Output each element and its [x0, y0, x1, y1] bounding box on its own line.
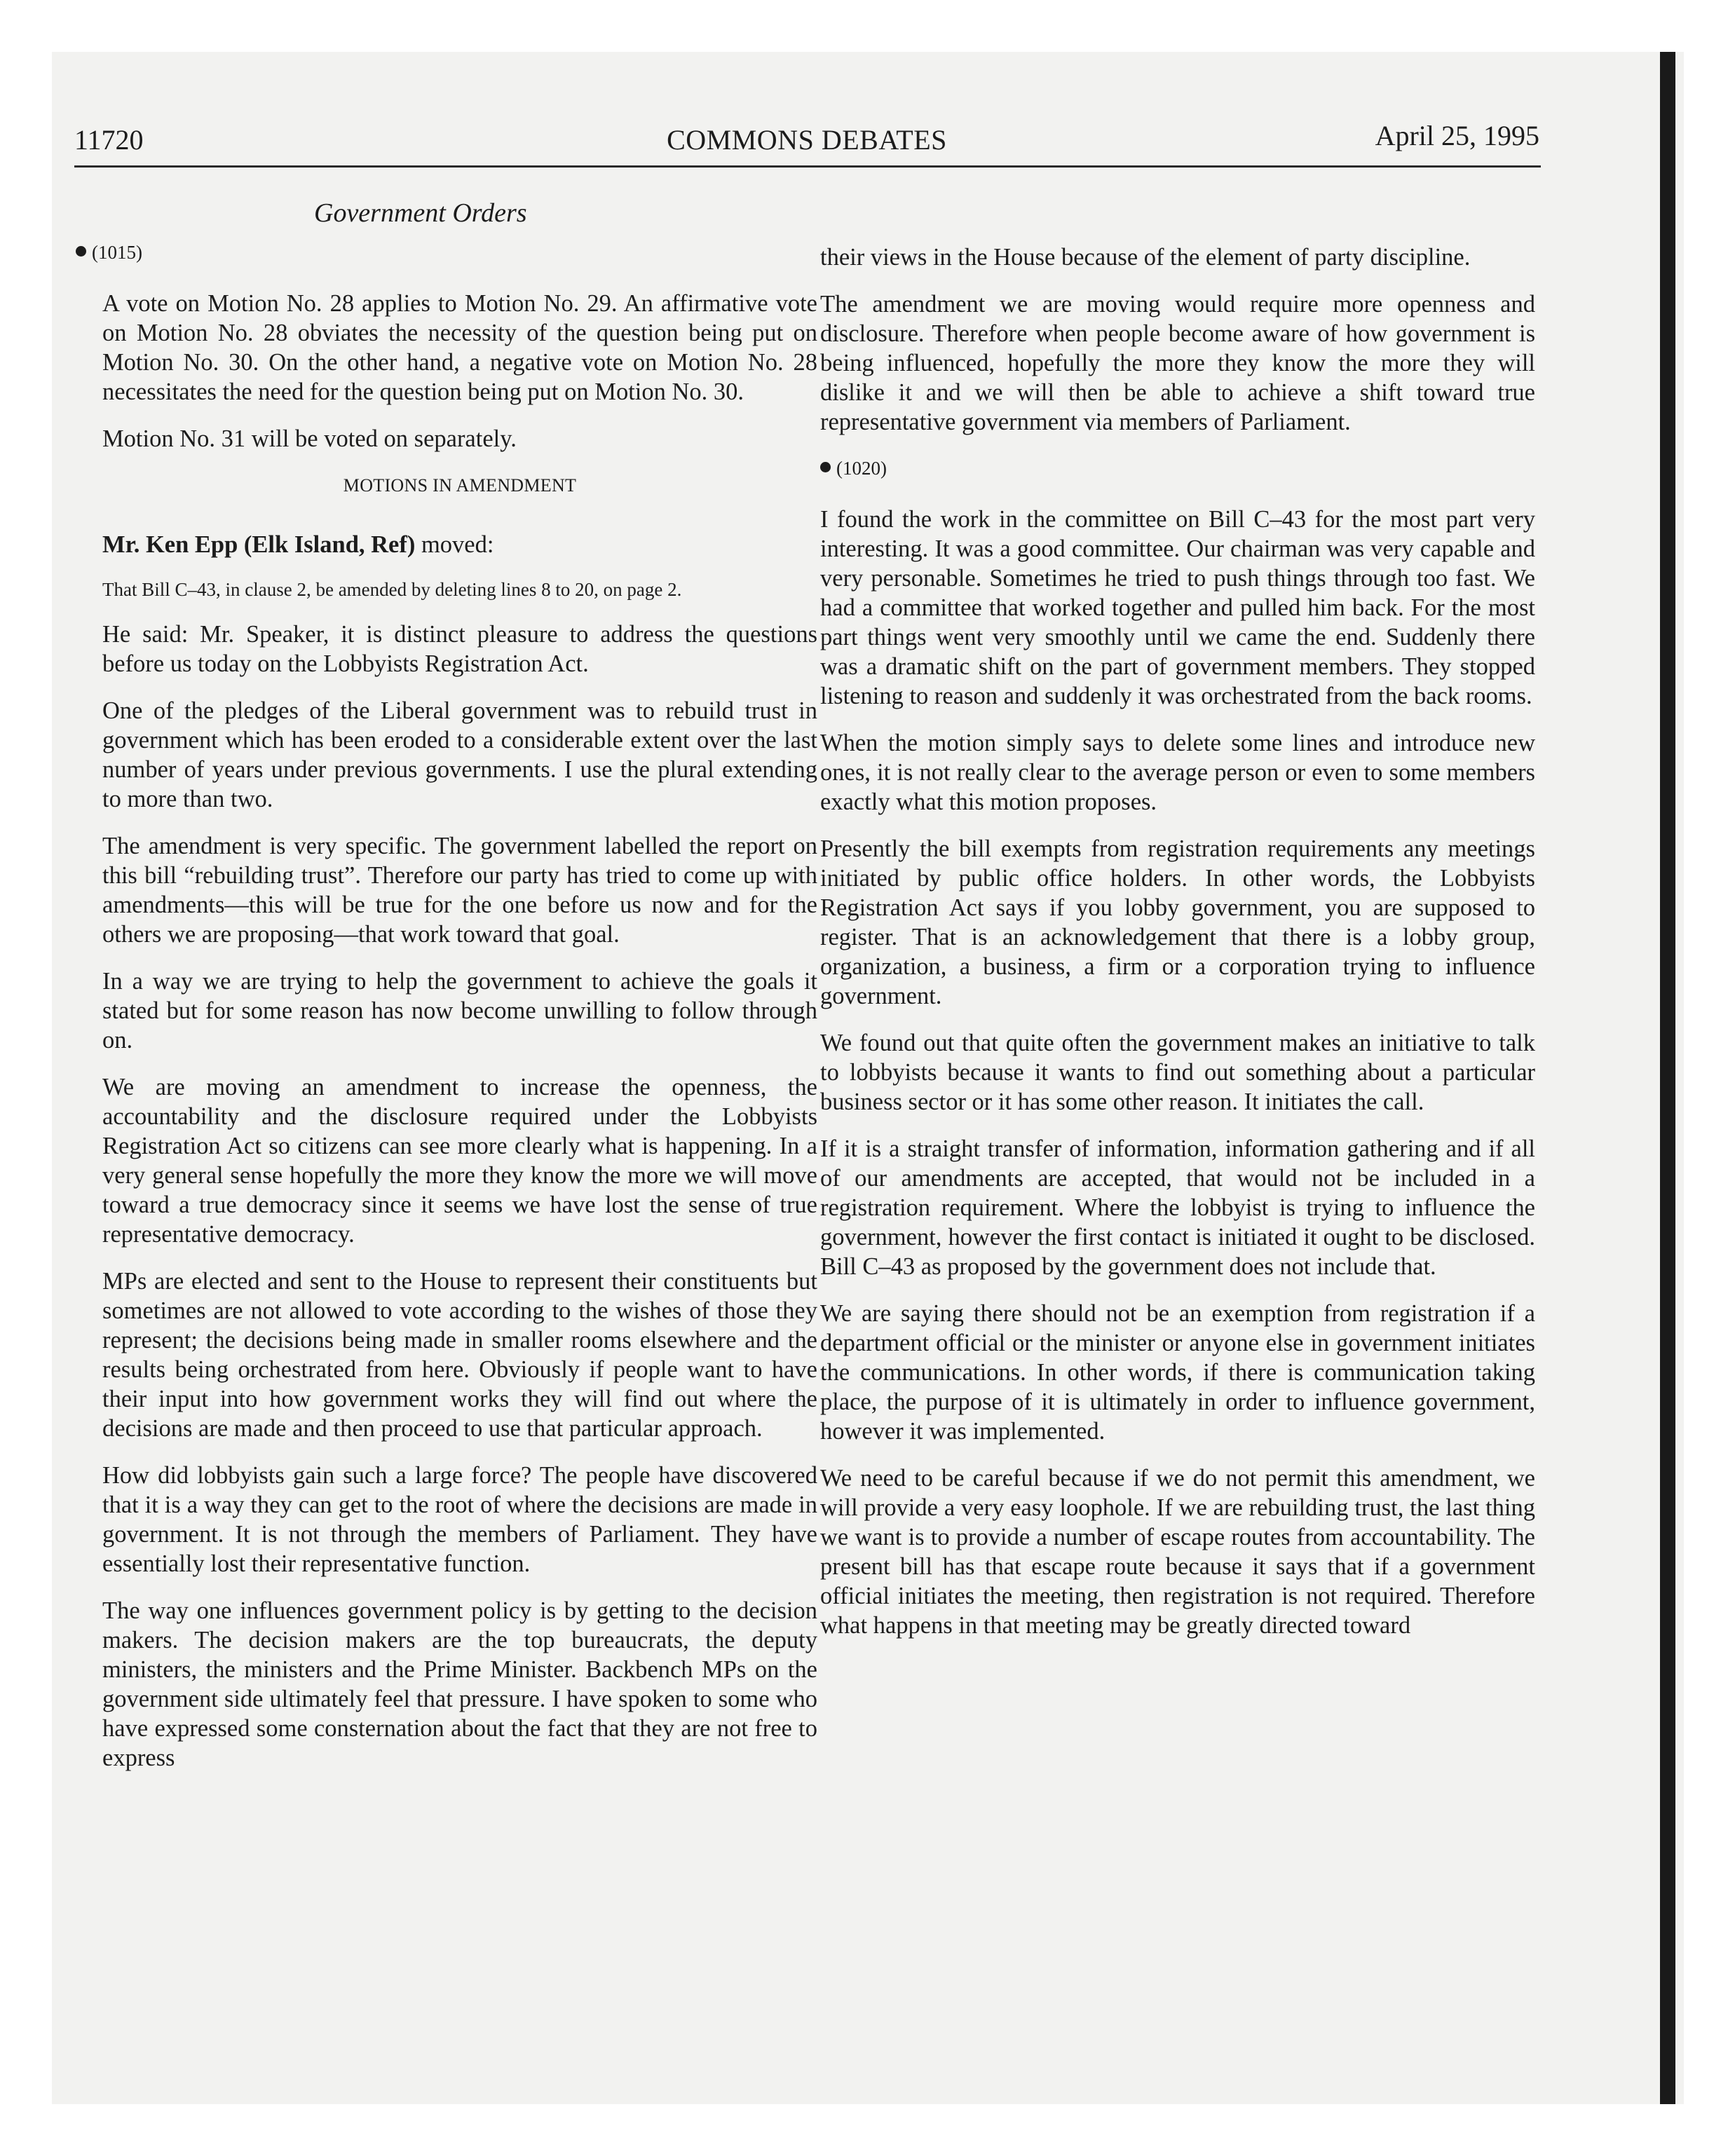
running-header — [74, 120, 1539, 163]
paragraph: The way one influences government policy is by getting to the decision makers. The decision makers are the top bureaucrats, the deputy ministers, the ministers and the Prime Minister. Backbench MPs on the government side ultimately feel that pressure. I have spoken to some who have expressed some consternation about the fact that they are not free to express — [102, 1597, 817, 1771]
right-column — [820, 243, 1535, 1658]
paragraph: MPs are elected and sent to the House to represent their constituents but sometimes are not allowed to vote according to the wishes of those they represent; the decisions being made in smaller rooms elsewhere and the results being orchestrated from here. Obviously if people want to have their input into how government works they will find out where the decisions are made and then proceed to use that particular approach. — [102, 1268, 817, 1442]
paragraph: How did lobbyists gain such a large force? The people have discovered that it is a way they can get to the root of where the decisions are made in government. It is not through the members of Parliament. They have essentially lost their representative function. — [102, 1462, 817, 1577]
issue-date: April 25, 1995 — [1375, 120, 1539, 151]
speaker-name: Mr. Ken Epp (Elk Island, Ref) — [102, 531, 416, 558]
bullet-icon — [76, 246, 86, 257]
page-number: 11720 — [74, 124, 144, 156]
time-marker: (1015) — [76, 238, 817, 266]
section-label: Government Orders — [314, 198, 527, 228]
subheading: MOTIONS IN AMENDMENT — [343, 475, 577, 496]
paragraph: Motion No. 31 will be voted on separately. — [102, 425, 517, 452]
paragraph: I found the work in the committee on Bill C–43 for the most part very interesting. It was a good committee. Our chairman was very capable and very personable. Sometimes he tried to push things through too fast. We had a committee that worked together and pulled him back. For the most part things went very smoothly until we came the end. Suddenly there was a dramatic shift on the part of government members. They stopped listening to reason and suddenly it was orchestrated from the back rooms. — [820, 506, 1535, 709]
paragraph: We are saying there should not be an exemption from registration if a department official or the minister or anyone else in government initiates the communications. In other words, if there is communication taking place, the purpose of it is ultimately in order to influence government, however it was implemented. — [820, 1300, 1535, 1445]
paragraph: When the motion simply says to delete some lines and introduce new ones, it is not really clear to the average person or even to some members exactly what this motion proposes. — [820, 730, 1535, 815]
paragraph: One of the pledges of the Liberal government was to rebuild trust in government which has been eroded to a considerable extent over the last number of years under previous governments. I use the plural extending to more than two. — [102, 697, 817, 812]
journal-title: COMMONS DEBATES — [667, 124, 947, 156]
paragraph: He said: Mr. Speaker, it is distinct pleasure to address the questions before us today on the Lobbyists Registration Act. — [102, 621, 817, 677]
paragraph: We found out that quite often the government makes an initiative to talk to lobbyists because it wants to find out something about a particular business sector or it has some other reason. It initiates the call. — [820, 1030, 1535, 1115]
paragraph: The amendment is very specific. The government labelled the report on this bill “rebuilding trust”. Therefore our party has tried to come up with amendments—this will be true for the one before us now and for the others we are proposing—that work toward that goal. — [102, 833, 817, 948]
bullet-icon — [820, 462, 831, 472]
paragraph: We are moving an amendment to increase the openness, the accountability and the disclosure required under the Lobbyists Registration Act so citizens can see more clearly what is happening. In a very general sense hopefully the more they know the more we will move toward a true democracy since it seems we have lost the sense of true representative democracy. — [102, 1074, 817, 1248]
paragraph: We need to be careful because if we do not permit this amendment, we will provide a very easy loophole. If we are rebuilding trust, the last thing we want is to provide a number of escape routes from accountability. The present bill has that escape route because it says that if a government official initiates the meeting, then registration is not required. Therefore what happens in that meeting may be greatly directed toward — [820, 1465, 1535, 1639]
time-marker: (1020) — [820, 454, 1535, 482]
speaker-action: moved: — [415, 531, 494, 558]
header-rule — [74, 165, 1541, 168]
motion-text: That Bill C–43, in clause 2, be amended by deleting lines 8 to 20, on page 2. — [102, 579, 682, 600]
paragraph: The amendment we are moving would require more openness and disclosure. Therefore when people become aware of how government is being influenced, hopefully the more they know the more they will dislike it and we will then be able to achieve a shift toward true representative government via members of Parliament. — [820, 291, 1535, 435]
paragraph: In a way we are trying to help the government to achieve the goals it stated but for some reason has now become unwilling to follow through on. — [102, 968, 817, 1053]
speaker-line — [102, 530, 817, 559]
paragraph: If it is a straight transfer of information, information gathering and if all of our amendments are accepted, that would not be included in a registration requirement. Where the lobbyist is trying to influence the government, however the first contact is initiated it ought to be disclosed. Bill C–43 as proposed by the government does not include that. — [820, 1135, 1535, 1280]
paragraph: A vote on Motion No. 28 applies to Motion No. 29. An affirmative vote on Motion No. 28 obviates the necessity of the question being put on Motion No. 30. On the other hand, a negative vote on Motion No. 28 necessitates the need for the question being put on Motion No. 30. — [102, 290, 817, 405]
paragraph: their views in the House because of the element of party discipline. — [820, 244, 1471, 271]
paragraph: Presently the bill exempts from registration requirements any meetings initiated by public office holders. In other words, the Lobbyists Registration Act says if you lobby government, you are supposed to register. That is an acknowledgement that there is a lobby group, organization, a business, a firm or a corporation trying to influence government. — [820, 835, 1535, 1009]
left-column — [92, 238, 817, 1790]
scan-edge-bar — [1660, 52, 1675, 2104]
